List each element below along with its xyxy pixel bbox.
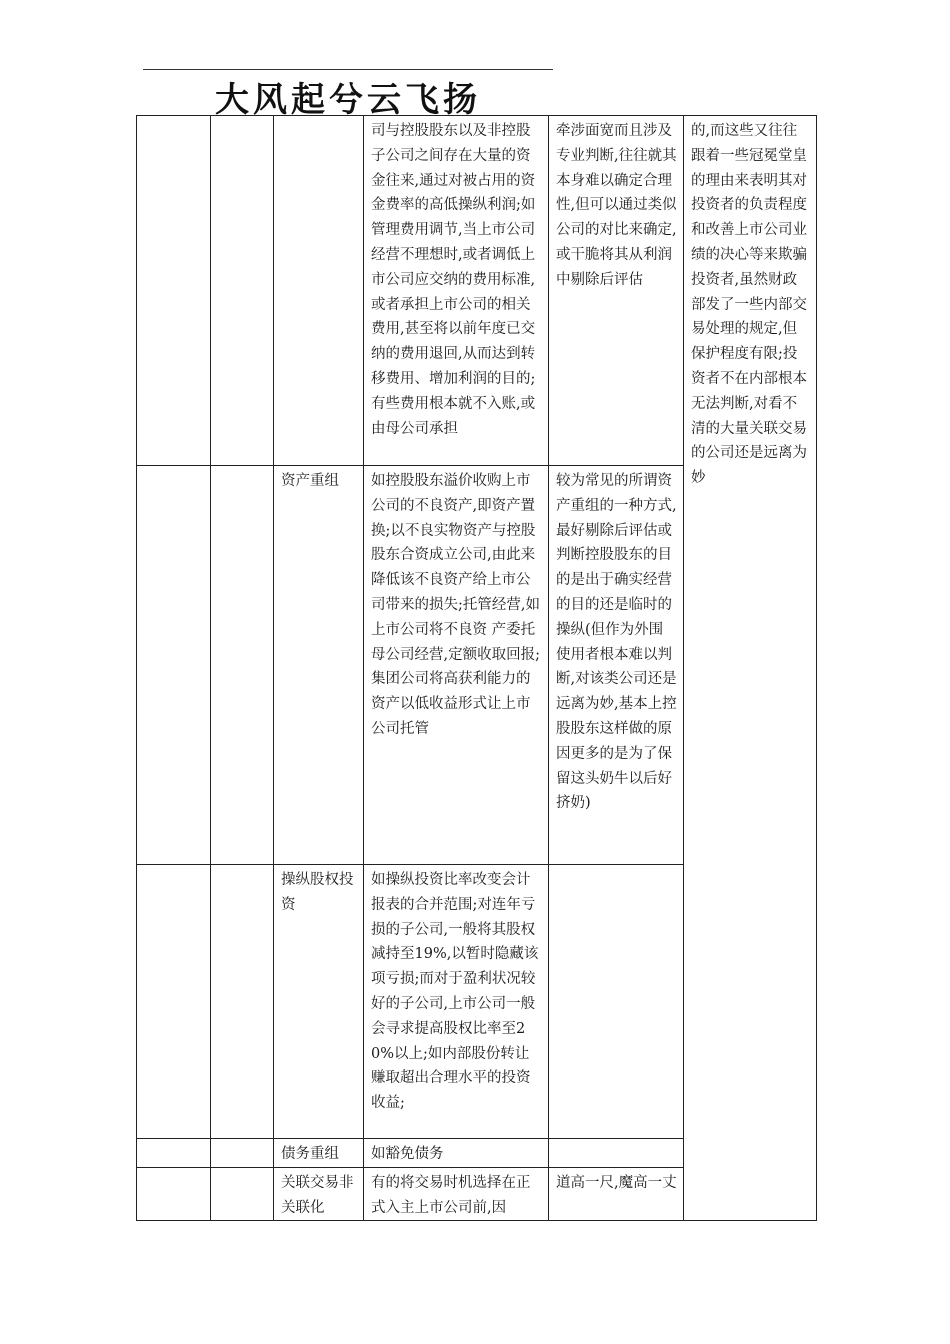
header-title: 大风起兮云飞扬: [215, 80, 481, 120]
table-cell-blank: [211, 865, 274, 1139]
table-cell-method: 如控股股东溢价收购上市公司的不良资产,即资产置换;以不良实物资产与控股股东合资成立公司,由此来降低该不良资产给上市公司带来的损失;托管经营,如上市公司将不良资 产委托母公司经营,定额收取回报;集团公司将高获利能力的资产以低收益形式让上市公司托管: [364, 466, 549, 865]
table-cell-blank: [137, 865, 211, 1139]
table-cell-analysis: 较为常见的所谓资产重组的一种方式,最好剔除后评估或判断控股股东的目的是出于确实经营的目的还是临时的操纵(但作为外围使用者根本难以判断,对该类公司还是远离为妙,基本上控股股东这样做的原因更多的是为了保留这头奶牛以后好挤奶): [549, 466, 684, 865]
table-cell-type: 债务重组: [274, 1139, 364, 1168]
table-cell-analysis: [549, 1139, 684, 1168]
table-cell-blank: [211, 116, 274, 466]
table-row: [137, 116, 817, 466]
table-cell-blank: [211, 466, 274, 865]
table-cell-type: 资产重组: [274, 466, 364, 865]
table-cell-blank: [211, 1167, 274, 1221]
table-cell-method: 司与控股股东以及非控股子公司之间存在大量的资金往来,通过对被占用的资金费率的高低操纵利润;如管理费用调节,当上市公司经营不理想时,或者调低上市公司应交纳的费用标准,或者承担上市公司的相关费用,甚至将以前年度已交纳的费用退回,从而达到转移费用、增加利润的目的;有些费用根本就不入账,或由母公司承担: [364, 116, 549, 466]
table-cell-method: 有的将交易时机选择在正式入主上市公司前,因: [364, 1167, 549, 1221]
content-table: [136, 115, 817, 1221]
table-cell-type: [274, 116, 364, 466]
table-cell-analysis: [549, 865, 684, 1139]
table-cell-type: 关联交易非关联化: [274, 1167, 364, 1221]
table-cell-blank: [137, 466, 211, 865]
table-cell-analysis: 牵涉面宽而且涉及专业判断,往往就其本身难以确定合理性,但可以通过类似公司的对比来确定,或干脆将其从利润中剔除后评估: [549, 116, 684, 466]
table-cell-blank: [211, 1139, 274, 1168]
table-cell-blank: [137, 116, 211, 466]
table-cell-blank: [137, 1139, 211, 1168]
table-cell-type: 操纵股权投资: [274, 865, 364, 1139]
header-rule: [143, 69, 553, 70]
table-cell-blank: [137, 1167, 211, 1221]
table-cell-method: 如豁免债务: [364, 1139, 549, 1168]
table-cell-remark: 的,而这些又往往跟着一些冠冕堂皇的理由来表明其对投资者的负责程度和改善上市公司业绩的决心等来欺骗投资者,虽然财政部发了一些内部交易处理的规定,但保护程度有限;投资者不在内部根本无法判断,对看不清的大量关联交易的公司还是远离为妙: [684, 116, 817, 1221]
table-cell-analysis: 道高一尺,魔高一丈: [549, 1167, 684, 1221]
table-cell-method: 如操纵投资比率改变会计报表的合并范围;对连年亏损的子公司,一般将其股权减持至19%,以暂时隐藏该项亏损;而对于盈利状况较好的子公司,上市公司一般会寻求提高股权比率至20%以上;如内部股份转让赚取超出合理水平的投资收益;: [364, 865, 549, 1139]
